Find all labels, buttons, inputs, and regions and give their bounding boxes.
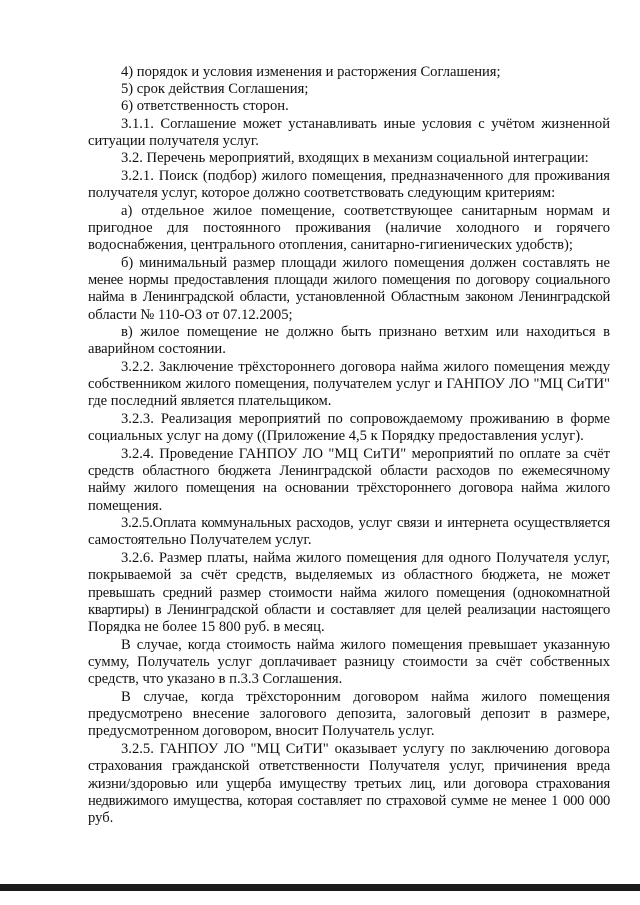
text-line: социальных услуг на дому ((Приложение 4,5 к Порядку предоставления услуг). [88,428,584,444]
text-line: В случае, когда трёхсторонним договором найма жилого помещения [121,689,610,705]
text-line: средств, что указано в п.3.3 Соглашения. [88,671,343,687]
text-line: получателя услуг, которое должно соответствовать следующим критериям: [88,185,556,201]
text-line: области № 110-ОЗ от 07.12.2005; [88,307,293,323]
text-line: руб. [88,810,114,826]
scan-edge-divider [0,884,640,891]
text-line: 3.1.1. Соглашение может устанавливать иные условия с учётом жизненной [121,116,610,132]
text-line: в) жилое помещение не должно быть признано ветхим или находиться в [121,324,610,340]
text-line: найма в Ленинградской области, установленной Областным законом Ленинградской [88,289,610,305]
text-line: В случае, когда стоимость найма жилого помещения превышает указанную [121,637,610,653]
text-line: недвижимого имущества, которая составляет по страховой сумме не менее 1 000 000 [88,793,610,809]
text-line: собственником жилого помещения, получателем услуг и ГАНПОУ ЛО "МЦ СиТИ" [88,376,610,392]
text-line: страхования гражданской ответственности Получателя услуг, причинения вреда [88,758,610,774]
text-line: сумму, Получатель услуг доплачивает разницу стоимости за счёт собственных [88,654,610,670]
text-line: 3.2.6. Размер платы, найма жилого помещения для одного Получателя услуг, [121,550,610,566]
text-line: 3.2.3. Реализация мероприятий по сопровождаемому проживанию в форме [121,411,610,427]
text-line: квартиры) в Ленинградской области и составляет для целей реализации настоящего [88,602,610,618]
text-line: 4) порядок и условия изменения и расторжения Соглашения; [121,64,501,80]
text-line: 3.2.2. Заключение трёхстороннего договора найма жилого помещения между [121,359,610,375]
text-line: найму жилого помещения на основании трёхстороннего договора найма жилого [88,480,610,496]
text-line: предусмотрено внесение залогового депозита, залоговый депозит в размере, [88,706,610,722]
text-line: 3.2.5.Оплата коммунальных расходов, услуг связи и интернета осуществляется [121,515,610,531]
text-line: превышать средний размер стоимости найма жилого помещения (однокомнатной [88,585,610,601]
text-line: 6) ответственность сторон. [121,98,289,114]
text-line: водоснабжения, центрального отопления, санитарно-гигиенических удобств); [88,237,573,253]
text-line: 3.2.1. Поиск (подбор) жилого помещения, предназначенного для проживания [121,168,610,184]
text-line: самостоятельно Получателем услуг. [88,532,312,548]
text-line: где последний является плательщиком. [88,393,332,409]
text-line: 3.2.5. ГАНПОУ ЛО "МЦ СиТИ" оказывает услугу по заключению договора [121,741,610,757]
text-line: жизни/здоровью или ущерба имуществу третьих лиц, или договора страхования [88,776,610,792]
text-line: аварийном состоянии. [88,341,226,357]
text-line: предусмотренном договором, вносит Получатель услуг. [88,723,435,739]
text-line: покрываемой за счёт средств, выделяемых из областного бюджета, не может [88,567,610,583]
text-line: менее нормы предоставления площади жилого помещения по договору социального [88,272,610,288]
text-line: б) минимальный размер площади жилого помещения должен составлять не [121,255,610,271]
text-line: Порядка не более 15 800 руб. в месяц. [88,619,325,635]
text-line: а) отдельное жилое помещение, соответствующее санитарным нормам и [121,203,610,219]
text-line: 3.2. Перечень мероприятий, входящих в механизм социальной интеграции: [121,150,589,166]
text-line: средств областного бюджета Ленинградской области расходов по ежемесячному [88,463,610,479]
text-line: 5) срок действия Соглашения; [121,81,309,97]
text-line: 3.2.4. Проведение ГАНПОУ ЛО "МЦ СиТИ" мероприятий по оплате за счёт [121,446,610,462]
text-line: пригодное для постоянного проживания (наличие холодного и горячего [88,220,610,236]
text-line: помещения. [88,498,163,514]
text-line: ситуации получателя услуг. [88,133,259,149]
